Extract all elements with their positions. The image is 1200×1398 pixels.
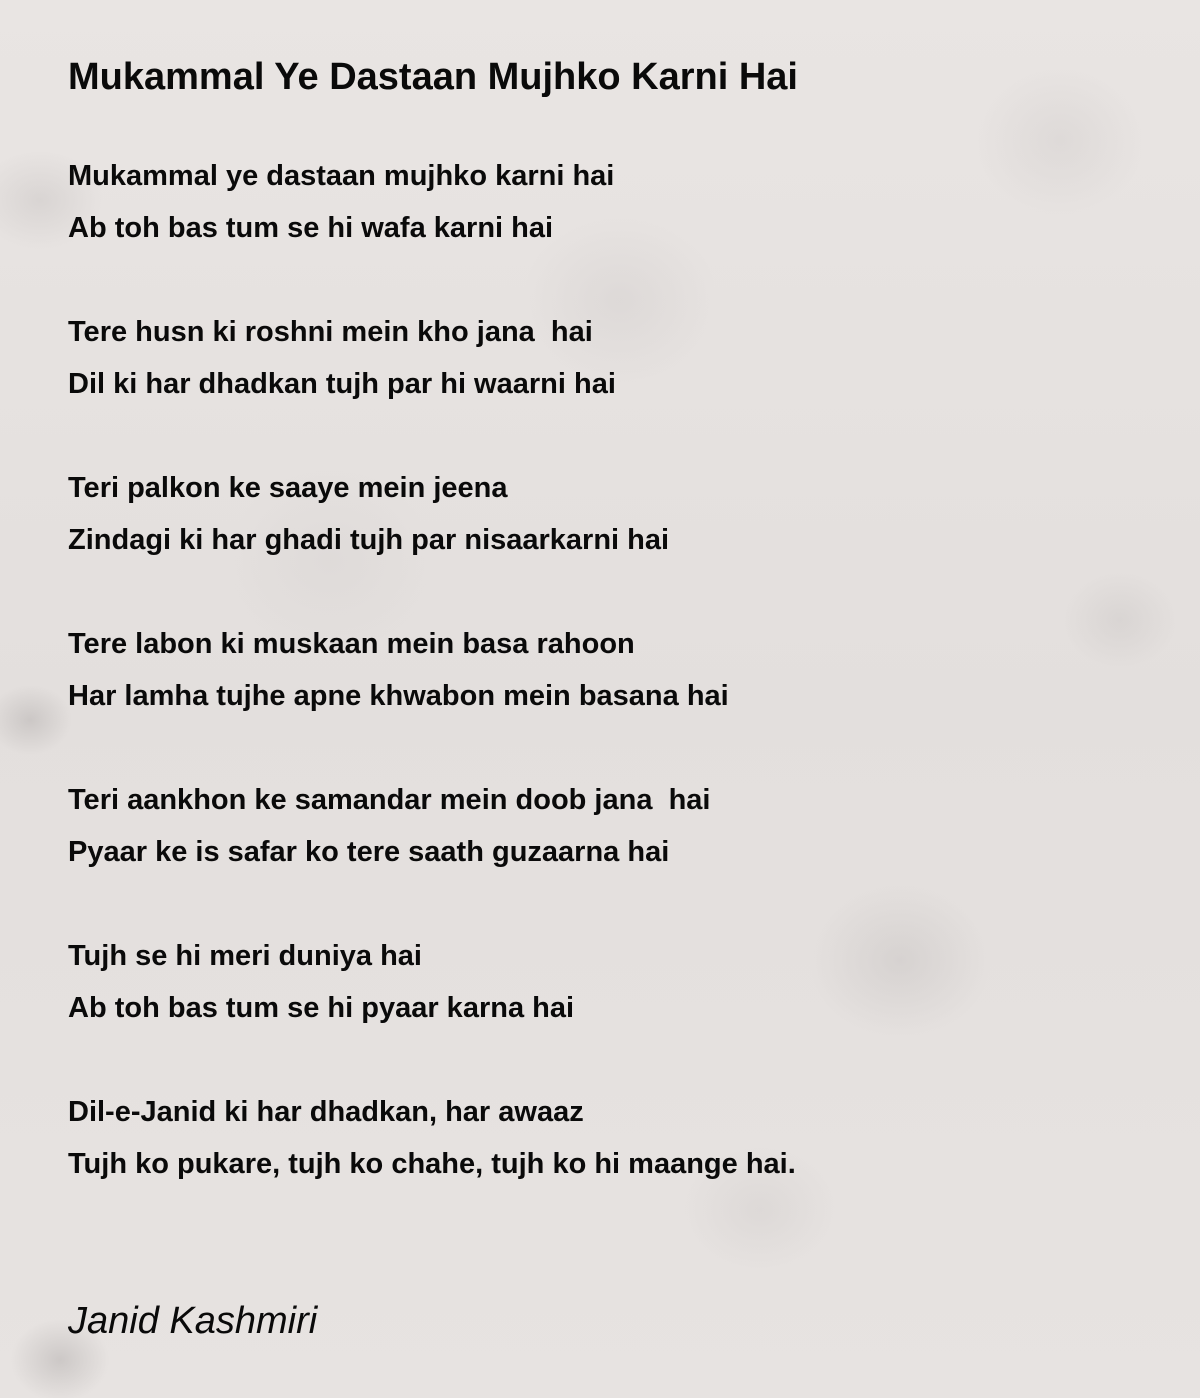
poem-line: Dil ki har dhadkan tujh par hi waarni hai (68, 368, 616, 400)
poem-line: Tujh se hi meri duniya hai (68, 940, 422, 972)
stanza (68, 1086, 1128, 1190)
stanza (68, 618, 1128, 722)
poem-line: Ab toh bas tum se hi pyaar karna hai (68, 992, 575, 1024)
poet-name: Janid Kashmiri (68, 1300, 318, 1342)
stanza (68, 306, 1128, 410)
poem-line: Ab toh bas tum se hi wafa karni hai (68, 212, 554, 244)
poem-line: Teri palkon ke saaye mein jeena (68, 472, 508, 504)
poem-line: Dil-e-Janid ki har dhadkan, har awaaz (68, 1096, 584, 1128)
stanza (68, 930, 1128, 1034)
poem-line: Har lamha tujhe apne khwabon mein basana hai (68, 680, 729, 712)
poem-line: Zindagi ki har ghadi tujh par nisaarkarni hai (68, 524, 670, 556)
poem-line: Tere husn ki roshni mein kho jana hai (68, 316, 593, 348)
stanza (68, 774, 1128, 878)
stanza (68, 462, 1128, 566)
poem-line: Teri aankhon ke samandar mein doob jana hai (68, 784, 711, 816)
stanza (68, 150, 1128, 254)
poem-body (68, 150, 1128, 1242)
poem-line: Tujh ko pukare, tujh ko chahe, tujh ko hi maange hai. (68, 1148, 796, 1180)
poem-line: Tere labon ki muskaan mein basa rahoon (68, 628, 635, 660)
poem-title: Mukammal Ye Dastaan Mujhko Karni Hai (68, 56, 798, 98)
poem-line: Mukammal ye dastaan mujhko karni hai (68, 160, 615, 192)
poem-line: Pyaar ke is safar ko tere saath guzaarna hai (68, 836, 670, 868)
